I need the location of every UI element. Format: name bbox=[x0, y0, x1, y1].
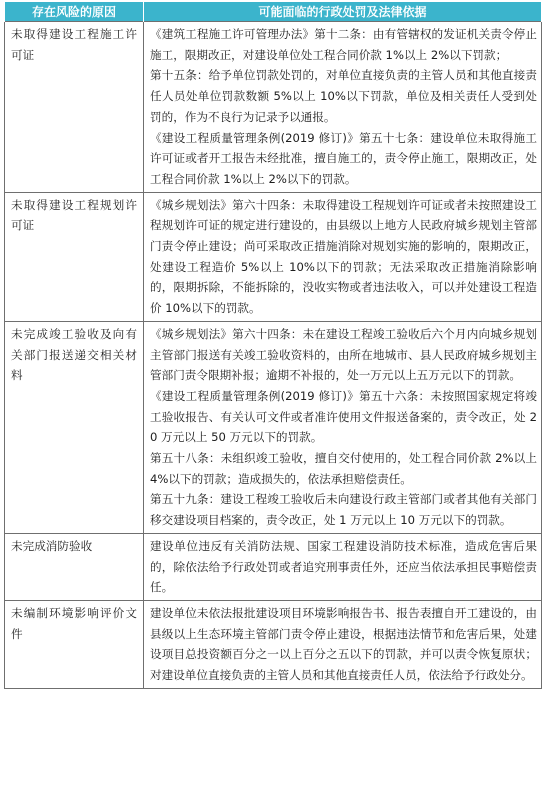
table-row bbox=[5, 600, 542, 688]
basis-paragraph: 建设单位违反有关消防法规、国家工程建设消防技术标准，造成危害后果的，除依法给予行政处罚或者追究刑事责任外，还应当依法承担民事赔偿责任。 bbox=[150, 538, 537, 595]
basis-paragraph: 《建设工程质量管理条例(2019 修订)》第五十六条：未按照国家规定将竣工验收报告、有关认可文件或者准许使用文件报送备案的，责令改正，处 20 万元以上 50 万元以下的罚款。 bbox=[150, 388, 537, 445]
penalty-basis-cell bbox=[144, 321, 542, 533]
basis-paragraph: 第五十九条：建设工程竣工验收后未向建设行政主管部门或者其他有关部门移交建设项目档案的，责令改正，处 1 万元以上 10 万元以下的罚款。 bbox=[150, 492, 537, 528]
table-row bbox=[5, 321, 542, 533]
penalty-basis-cell bbox=[144, 533, 542, 600]
basis-paragraph: 《建筑工程施工许可管理办法》第十二条：由有管辖权的发证机关责令停止施工，限期改正，对建设单位处工程合同价款 1%以上 2%以下罚款； bbox=[150, 27, 537, 62]
penalty-basis-cell bbox=[144, 600, 542, 688]
table-row bbox=[5, 533, 542, 600]
penalty-table bbox=[4, 2, 542, 689]
basis-paragraph: 第五十八条：未组织竣工验收，擅自交付使用的，处工程合同价款 2%以上 4%以下的罚款；造成损失的，依法承担赔偿责任。 bbox=[150, 451, 537, 486]
risk-cause-cell: 未完成竣工验收及向有关部门报送递交相关材料 bbox=[5, 321, 144, 533]
header-penalty-basis: 可能面临的行政处罚及法律依据 bbox=[144, 2, 542, 22]
risk-cause-cell: 未取得建设工程施工许可证 bbox=[5, 22, 144, 193]
basis-paragraph: 第十五条：给予单位罚款处罚的，对单位直接负责的主管人员和其他直接责任人员处单位罚款数额 5%以上 10%以下罚款，单位及相关责任人受到处罚的，作为不良行为记录予以通报。 bbox=[150, 68, 537, 124]
table-row bbox=[5, 192, 542, 321]
header-risk-cause: 存在风险的原因 bbox=[5, 2, 144, 22]
penalty-basis-cell bbox=[144, 22, 542, 193]
basis-paragraph: 建设单位未依法报批建设项目环境影响报告书、报告表擅自开工建设的，由县级以上生态环境主管部门责令停止建设，根据违法情节和危害后果，处建设项目总投资额百分之一以上百分之五以下的罚款，并可以责令恢复原状；对建设单位直接负责的主管人员和其他直接责任人员，依法给予行政处分。 bbox=[150, 605, 537, 683]
penalty-basis-cell bbox=[144, 192, 542, 321]
table-row bbox=[5, 22, 542, 193]
basis-paragraph: 《建设工程质量管理条例(2019 修订)》第五十七条：建设单位未取得施工许可证或者开工报告未经批准，擅自施工的，责令停止施工，限期改正，处工程合同价款 1%以上 2%以下的罚款。 bbox=[150, 130, 537, 186]
risk-cause-cell: 未取得建设工程规划许可证 bbox=[5, 192, 144, 321]
risk-cause-cell: 未完成消防验收 bbox=[5, 533, 144, 600]
basis-paragraph: 《城乡规划法》第六十四条：未在建设工程竣工验收后六个月内向城乡规划主管部门报送有关竣工验收资料的，由所在地城市、县人民政府城乡规划主管部门责令限期补报；逾期不补报的，处一万元以上五万元以下的罚款。 bbox=[150, 326, 537, 383]
risk-cause-cell: 未编制环境影响评价文件 bbox=[5, 600, 144, 688]
basis-paragraph: 《城乡规划法》第六十四条：未取得建设工程规划许可证或者未按照建设工程规划许可证的规定进行建设的，由县级以上地方人民政府城乡规划主管部门责令停止建设；尚可采取改正措施消除对规划实施的影响的，限期改正，处建设工程造价 5%以上 10%以下的罚款；无法采取改正措施消除影响的，限期拆除，不能拆除的，没收实物或者违法收入，可以并处建设工程造价 10%以下的罚款。 bbox=[150, 197, 537, 316]
table-header-row bbox=[5, 2, 542, 22]
